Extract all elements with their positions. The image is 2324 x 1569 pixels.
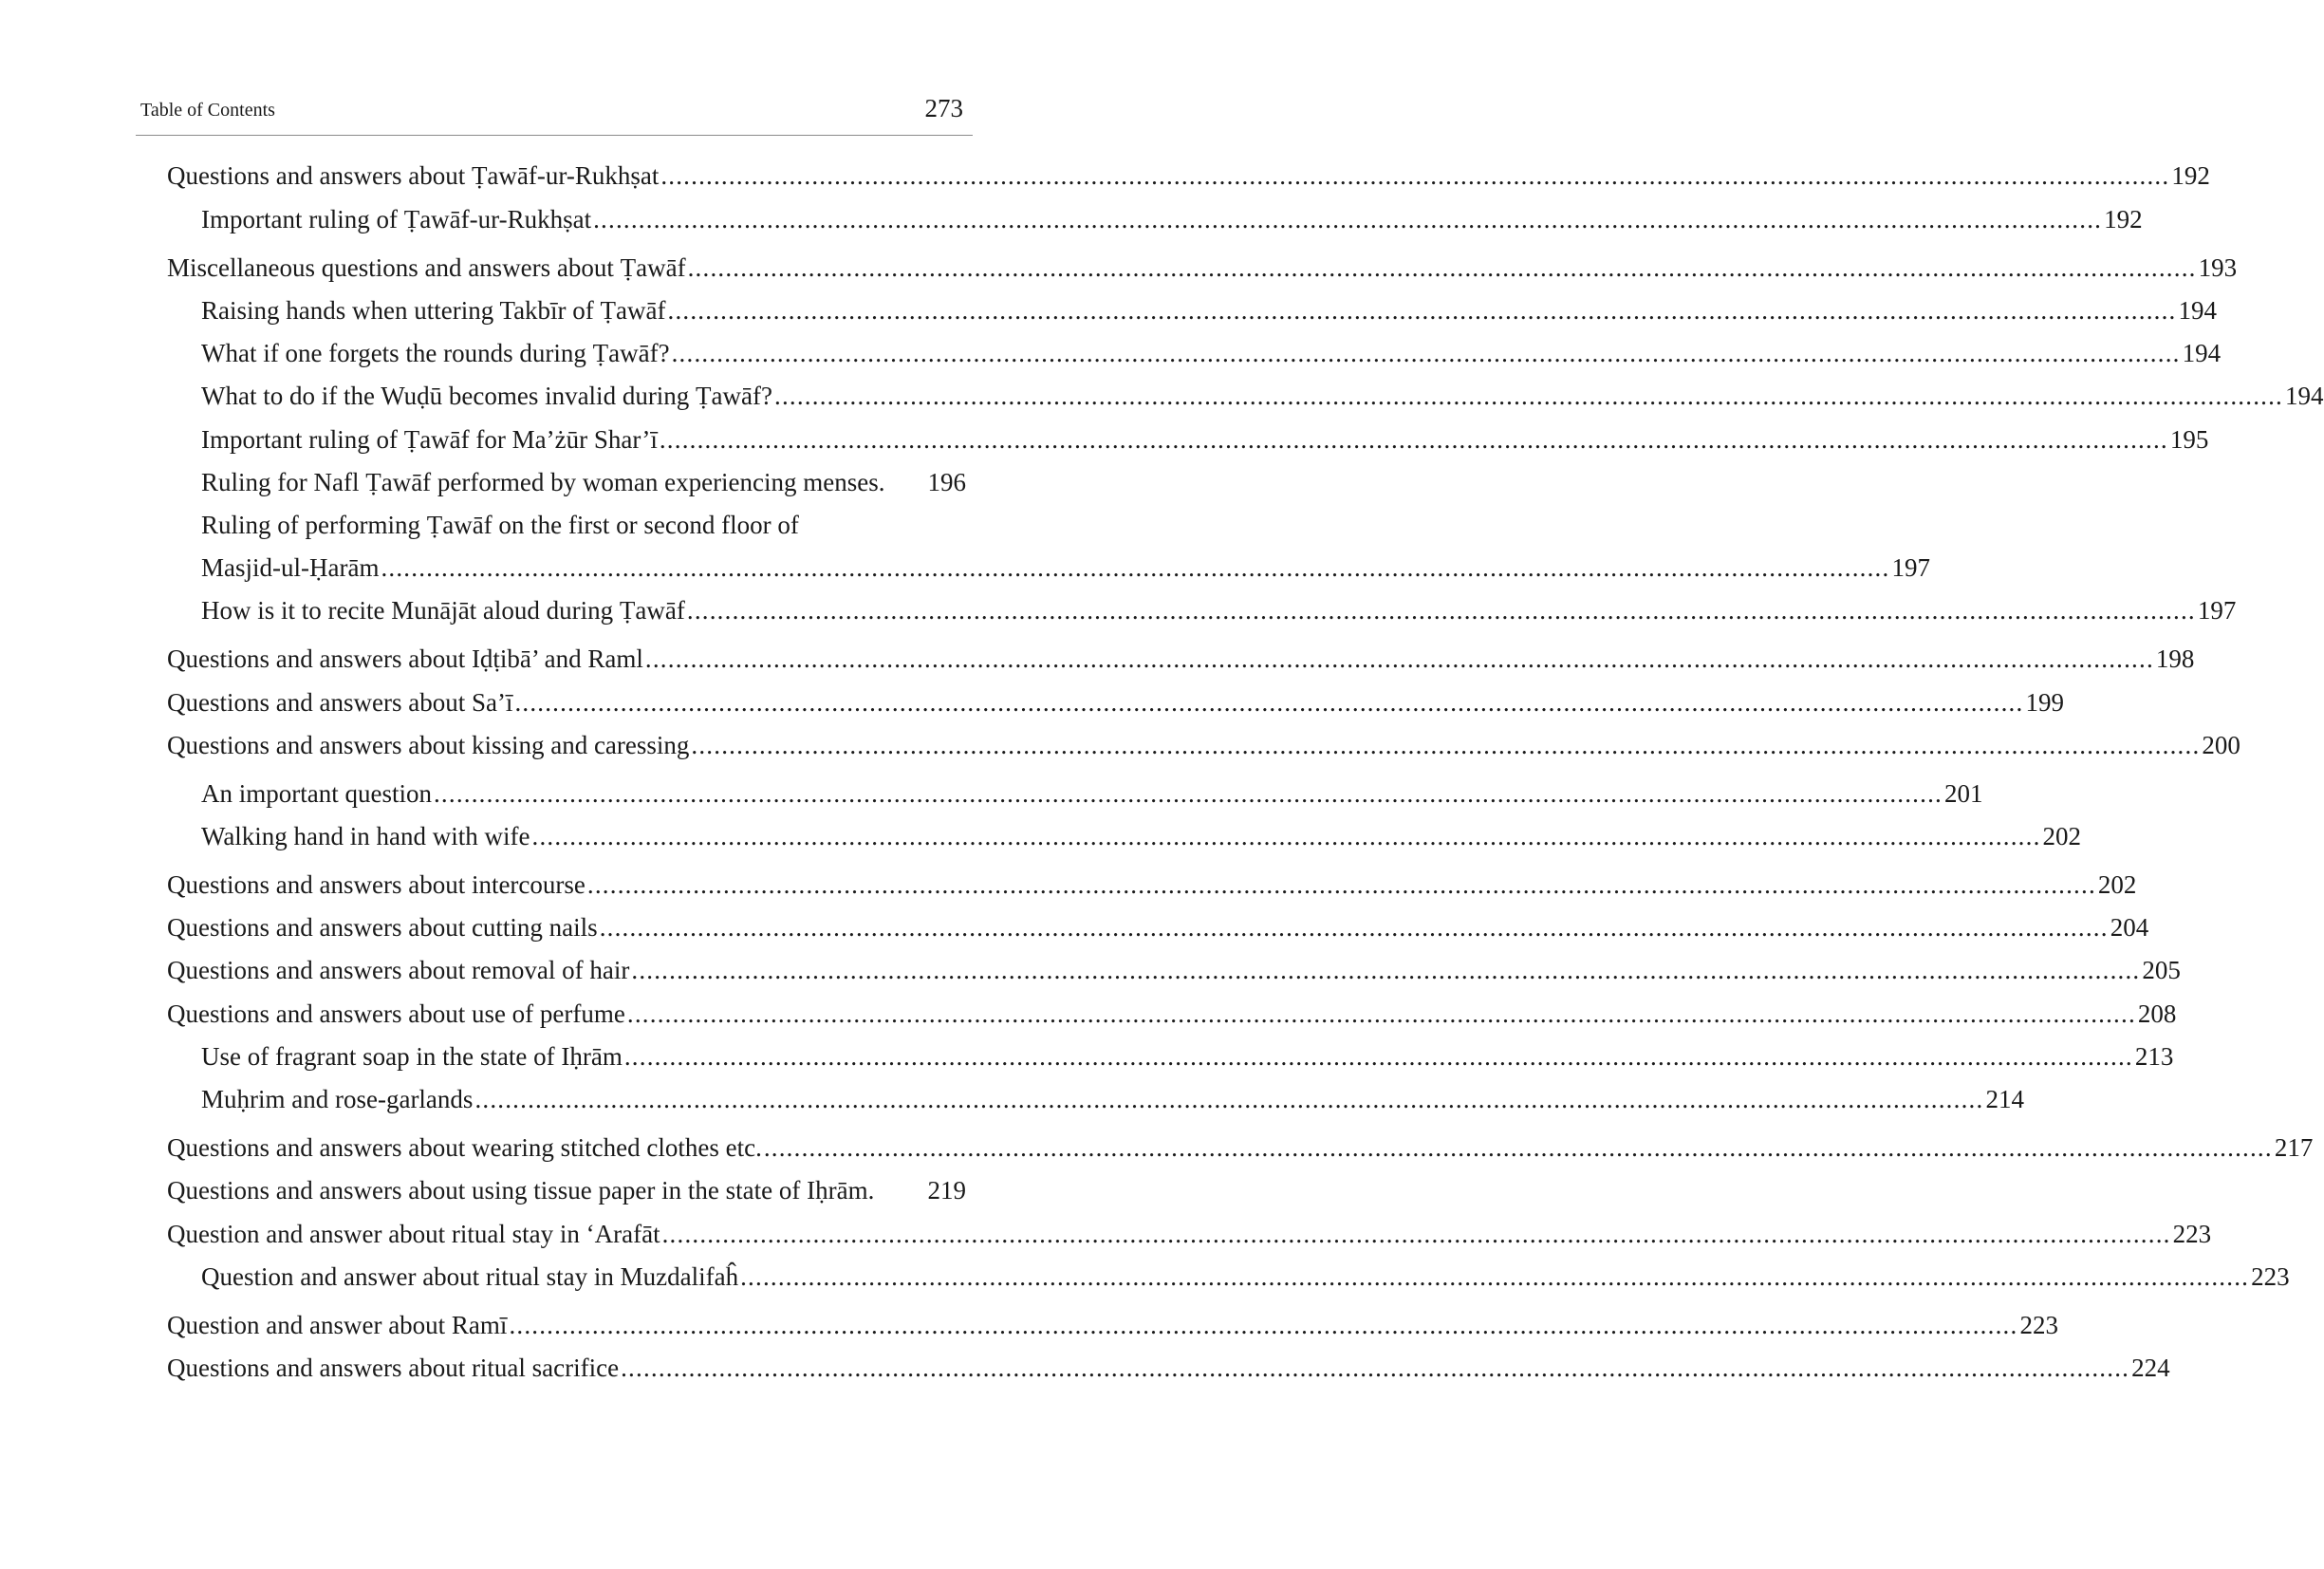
toc-subentry[interactable] [201, 291, 2217, 329]
toc-subentry[interactable] [201, 200, 2143, 238]
toc-entry-title: An important question [201, 779, 432, 808]
toc-entry[interactable] [167, 683, 2064, 721]
dot-leader: ........................................................................................................................................................................................................ [599, 913, 2109, 942]
toc-entry-title: Questions and answers about Sa’ī [167, 688, 513, 717]
toc-entry[interactable] [167, 640, 2195, 678]
toc-entry-page: 195 [2169, 425, 2209, 454]
toc-entry-title: Important ruling of Ṭawāf-ur-Rukhṣat [201, 205, 592, 233]
toc-entry[interactable] [167, 1129, 2314, 1167]
toc-entry-page: 200 [2202, 731, 2240, 759]
toc-entry-title: Questions and answers about Iḍṭibā’ and Raml [167, 644, 643, 673]
dot-leader: ........................................................................................................................................................................................................ [644, 644, 2154, 673]
toc-entry-title: Use of fragrant soap in the state of Iḥrām [201, 1042, 623, 1071]
dot-leader: ........................................................................................................................................................................................................ [691, 731, 2201, 759]
dot-leader: ........................................................................................................................................................................................................ [593, 205, 2103, 233]
dot-leader: ........................................................................................................................................................................................................ [687, 253, 2197, 282]
toc-entry-title: Walking hand in hand with wife [201, 822, 530, 850]
toc-entry-title-continuation: Masjid-ul-Ḥarām [201, 553, 380, 582]
dot-leader: ........................................................................................................................................................................................................ [659, 425, 2168, 454]
toc-subentry[interactable] [201, 1258, 2290, 1296]
toc-subentry[interactable] [201, 420, 2209, 458]
toc-entry-title: Questions and answers about using tissue paper in the state of Iḥrām. [167, 1176, 875, 1205]
dot-leader: ........................................................................................................................................................................................................ [763, 1133, 2273, 1162]
toc-entry-page: 194 [2285, 382, 2324, 410]
toc-entry[interactable] [167, 726, 2240, 764]
toc-entry-page: 217 [2274, 1133, 2314, 1162]
dot-leader: ........................................................................................................................................................................................................ [531, 822, 2041, 850]
toc-entry-page: 197 [1891, 553, 1930, 582]
toc-entry-page: 198 [2155, 644, 2195, 673]
toc-entry-title: Questions and answers about cutting nails [167, 913, 598, 942]
toc-entry[interactable] [167, 1349, 2170, 1387]
toc-entry-page: 223 [2172, 1220, 2212, 1248]
toc-entry-title: Miscellaneous questions and answers about Ṭawāf [167, 253, 686, 282]
toc-subentry[interactable] [201, 817, 2082, 855]
toc-entry-page: 213 [2134, 1042, 2174, 1071]
toc-entry-title: Questions and answers about use of perfume [167, 999, 625, 1028]
dot-leader: ........................................................................................................................................................................................................ [509, 1311, 2018, 1339]
toc-entry-page: 214 [1985, 1085, 2024, 1113]
toc-entry-page: 223 [2251, 1262, 2290, 1291]
toc-entry-page: 194 [2182, 339, 2222, 367]
toc-entry-title: Question and answer about ritual stay in Muzdalifaĥ [201, 1262, 739, 1291]
toc-entry-title: Questions and answers about wearing stitched clothes etc. [167, 1133, 762, 1162]
dot-leader: ........................................................................................................................................................................................................ [623, 1042, 2133, 1071]
dot-leader: ........................................................................................................................................................................................................ [740, 1262, 2250, 1291]
toc-entry-title: Raising hands when uttering Takbīr of Ṭawāf [201, 296, 666, 325]
toc-entry-title: Questions and answers about intercourse [167, 870, 586, 899]
toc-entry-title: Ruling for Nafl Ṭawāf performed by woman experiencing menses. [201, 468, 885, 496]
toc-entry[interactable] [167, 995, 2177, 1033]
toc-entry-title: Questions and answers about kissing and caressing [167, 731, 690, 759]
toc-subentry-continuation[interactable] [201, 549, 1930, 587]
dot-leader: ........................................................................................................................................................................................................ [514, 688, 2024, 717]
toc-subentry[interactable] [201, 1037, 2174, 1075]
toc-entry[interactable] [167, 951, 2181, 989]
toc-subentry[interactable] [201, 775, 1983, 813]
toc-entry-title: What to do if the Wuḍū becomes invalid during Ṭawāf? [201, 382, 772, 410]
toc-entry-page: 202 [2097, 870, 2137, 899]
dot-leader: ........................................................................................................................................................................................................ [774, 382, 2283, 410]
toc-subentry[interactable] [201, 591, 2237, 629]
toc-entry-title: What if one forgets the rounds during Ṭawāf? [201, 339, 670, 367]
toc-entry-page: 202 [2042, 822, 2082, 850]
toc-entry-title: Muḥrim and rose-garlands [201, 1085, 474, 1113]
toc-entry[interactable] [167, 908, 2149, 946]
header-rule [136, 135, 973, 136]
dot-leader: ........................................................................................................................................................................................................ [661, 1220, 2171, 1248]
dot-leader: ........................................................................................................................................................................................................ [433, 779, 1943, 808]
page-number: 273 [924, 94, 963, 122]
toc-entry-page: 199 [2025, 688, 2064, 717]
dot-leader: ........................................................................................................................................................................................................ [667, 296, 2177, 325]
toc-entry[interactable] [167, 249, 2238, 287]
toc-entry-page: 201 [1943, 779, 1983, 808]
running-header [140, 91, 973, 135]
toc-entry[interactable] [167, 1306, 2058, 1344]
dot-leader: ........................................................................................................................................................................................................ [474, 1085, 1984, 1113]
toc-entry-title: Important ruling of Ṭawāf for Ma’żūr Shar’ī [201, 425, 658, 454]
toc-subentry[interactable] [201, 377, 2324, 415]
toc-entry[interactable] [167, 1215, 2212, 1253]
toc-entry-page: 205 [2142, 956, 2181, 984]
running-header-title: Table of Contents [140, 100, 275, 121]
toc-subentry[interactable] [201, 1080, 2024, 1118]
toc-entry-page: 192 [2104, 205, 2143, 233]
toc-subentry[interactable] [201, 334, 2222, 372]
dot-leader: ........................................................................................................................................................................................................ [660, 161, 2170, 190]
toc-entry-page: 194 [2178, 296, 2217, 325]
toc-entry-page: 196 [927, 468, 966, 496]
toc-entry-title: Questions and answers about removal of hair [167, 956, 630, 984]
toc-entry-page: 193 [2198, 253, 2238, 282]
toc-entry[interactable] [167, 1171, 966, 1209]
toc-entry-page: 204 [2110, 913, 2149, 942]
toc-entry-title: Questions and answers about ritual sacrifice [167, 1354, 620, 1382]
toc-entry-title: Question and answer about ritual stay in ‘Arafāt [167, 1220, 660, 1248]
toc-entry-title: Question and answer about Ramī [167, 1311, 508, 1339]
toc-subentry[interactable] [201, 506, 966, 544]
toc-entry-page: 197 [2197, 596, 2237, 625]
dot-leader: ........................................................................................................................................................................................................ [671, 339, 2181, 367]
toc-entry-title: Ruling of performing Ṭawāf on the first or second floor of [201, 511, 799, 539]
toc-entry-title: Questions and answers about Ṭawāf-ur-Rukhṣat [167, 161, 660, 190]
dot-leader: ........................................................................................................................................................................................................ [626, 999, 2136, 1028]
toc-entry-page: 192 [2171, 161, 2210, 190]
dot-leader: ........................................................................................................................................................................................................ [381, 553, 1890, 582]
toc-entry-page: 208 [2137, 999, 2177, 1028]
toc-subentry[interactable] [201, 463, 966, 501]
dot-leader: ........................................................................................................................................................................................................ [686, 596, 2196, 625]
toc-entry-page: 224 [2131, 1354, 2170, 1382]
toc-entry-title: How is it to recite Munājāt aloud during Ṭawāf [201, 596, 685, 625]
dot-leader: ........................................................................................................................................................................................................ [621, 1354, 2130, 1382]
toc-entry-page: 219 [927, 1176, 966, 1205]
toc-entry[interactable] [167, 157, 2210, 195]
toc-entry[interactable] [167, 866, 2137, 904]
toc-entry-page: 223 [2019, 1311, 2058, 1339]
dot-leader: ........................................................................................................................................................................................................ [586, 870, 2096, 899]
dot-leader: ........................................................................................................................................................................................................ [631, 956, 2141, 984]
